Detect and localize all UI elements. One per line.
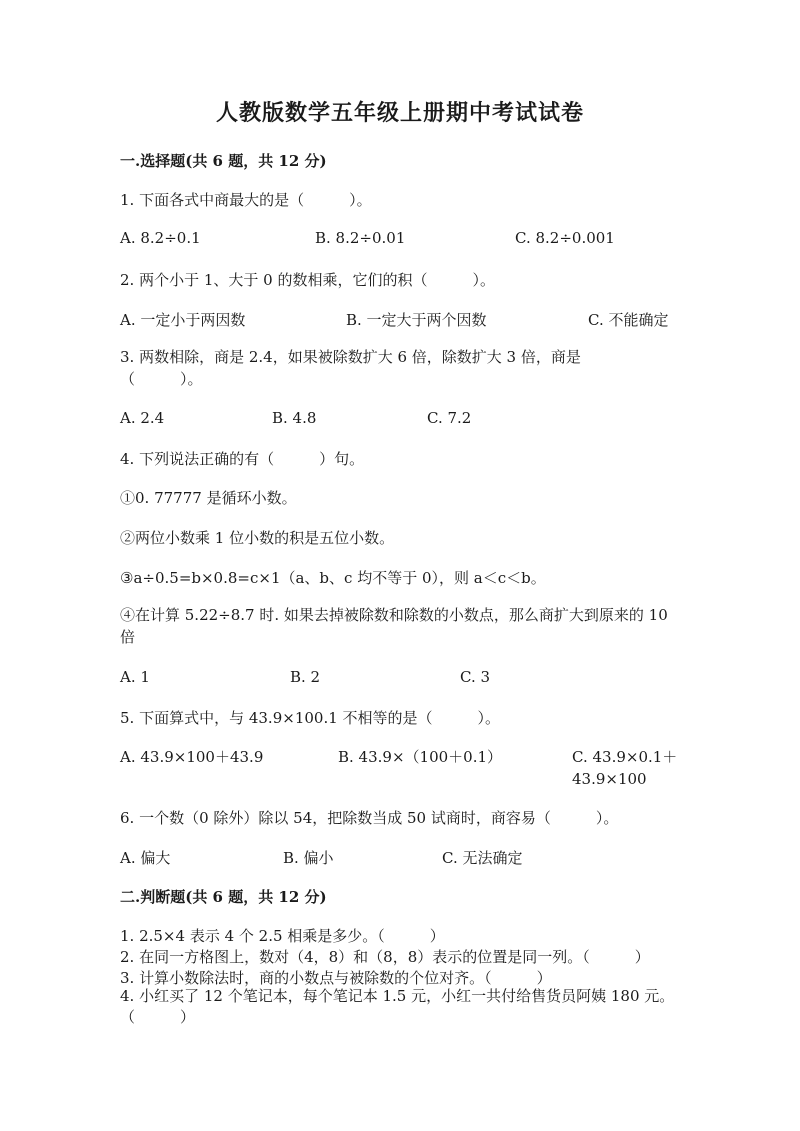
judgement-item-3: 3. 计算小数除法时，商的小数点与被除数的个位对齐。（ ）	[120, 969, 552, 987]
judgement-item-2: 2. 在同一方格图上，数对（4，8）和（8，8）表示的位置是同一列。（ ）	[120, 948, 650, 966]
question-1-option-a: A. 8.2÷0.1	[120, 229, 201, 247]
question-4-option-a: A. 1	[120, 668, 150, 686]
question-5-option-c: C. 43.9×0.1＋43.9×100	[572, 748, 678, 788]
question-6-option-a: A. 偏大	[120, 849, 171, 867]
question-6-option-b: B. 偏小	[283, 849, 334, 867]
section-heading-judgement: 二.判断题(共 6 题，共 12 分)	[120, 888, 327, 906]
question-3-option-c: C. 7.2	[427, 409, 472, 427]
question-2-option-a: A. 一定小于两因数	[120, 311, 246, 329]
question-2-option-c: C. 不能确定	[588, 311, 669, 329]
exam-title: 人教版数学五年级上册期中考试试卷	[215, 100, 584, 126]
question-3: 3. 两数相除，商是 2.4，如果被除数扩大 6 倍，除数扩大 3 倍，商是（ ）。	[120, 348, 581, 388]
question-4-statement-1: ①0. 77777 是循环小数。	[120, 489, 297, 507]
question-4-option-b: B. 2	[290, 668, 321, 686]
question-4-statement-3: ③a÷0.5=b×0.8=c×1（a、b、c 均不等于 0），则 a＜c＜b。	[120, 569, 546, 587]
question-3-option-a: A. 2.4	[120, 409, 165, 427]
question-5-option-b: B. 43.9×（100＋0.1）	[338, 748, 503, 766]
question-4-statement-2: ②两位小数乘 1 位小数的积是五位小数。	[120, 529, 395, 547]
question-5-option-a: A. 43.9×100＋43.9	[120, 748, 264, 766]
question-1-option-c: C. 8.2÷0.001	[515, 229, 615, 247]
question-4: 4. 下列说法正确的有（ ）句。	[120, 450, 365, 468]
question-2: 2. 两个小于 1、大于 0 的数相乘，它们的积（ ）。	[120, 271, 495, 289]
question-4-statement-4: ④在计算 5.22÷8.7 时. 如果去掉被除数和除数的小数点，那么商扩大到原来的 10 倍	[120, 606, 668, 646]
question-5: 5. 下面算式中，与 43.9×100.1 不相等的是（ ）。	[120, 709, 501, 727]
section-heading-choice: 一.选择题(共 6 题，共 12 分)	[120, 152, 327, 170]
question-1: 1. 下面各式中商最大的是（ ）。	[120, 191, 372, 209]
question-6-option-c: C. 无法确定	[442, 849, 523, 867]
question-2-option-b: B. 一定大于两个因数	[346, 311, 487, 329]
question-6: 6. 一个数（0 除外）除以 54，把除数当成 50 试商时，商容易（ ）。	[120, 809, 619, 827]
question-4-option-c: C. 3	[460, 668, 491, 686]
judgement-item-1: 1. 2.5×4 表示 4 个 2.5 相乘是多少。（ ）	[120, 927, 445, 945]
question-3-option-b: B. 4.8	[272, 409, 317, 427]
judgement-item-4: 4. 小红买了 12 个笔记本，每个笔记本 1.5 元，小红一共付给售货员阿姨 180 元。（ ）	[120, 987, 675, 1026]
question-1-option-b: B. 8.2÷0.01	[315, 229, 406, 247]
